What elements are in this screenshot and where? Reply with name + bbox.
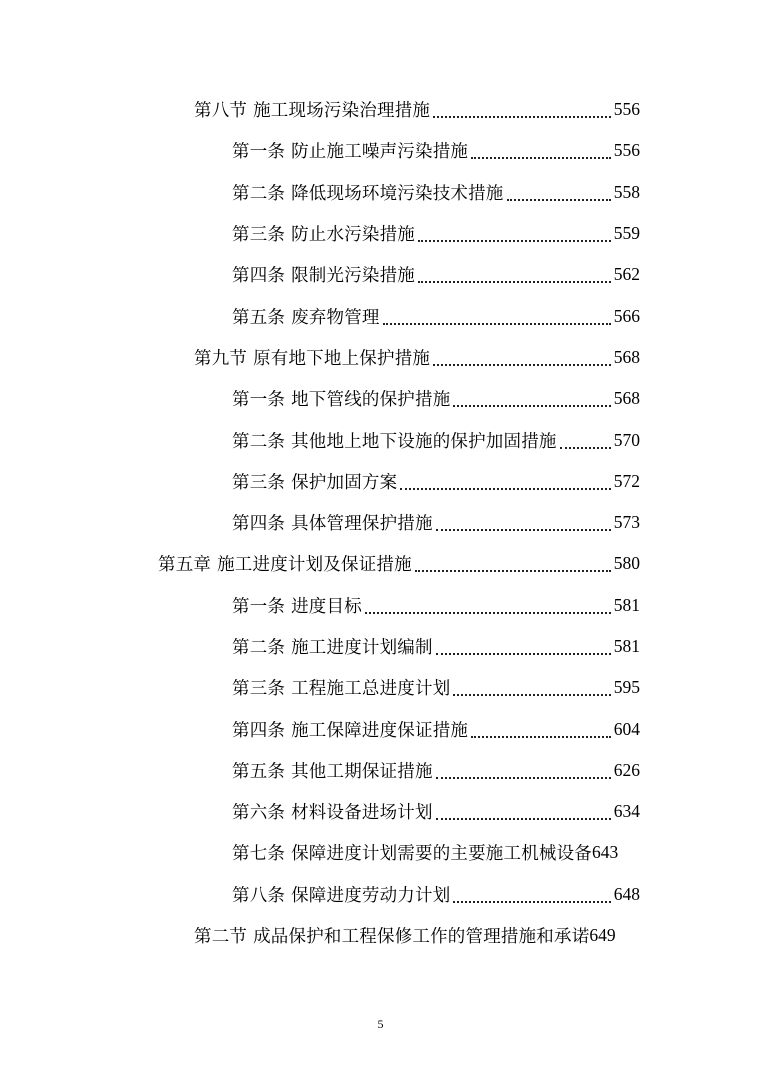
toc-entry-title: 第九节 原有地下地上保护措施 (194, 348, 431, 369)
toc-entry[interactable] (0, 585, 761, 626)
toc-entry-title: 第八条 保障进度劳动力计划 (232, 885, 451, 906)
toc-entry-title: 第五章 施工进度计划及保证措施 (158, 555, 412, 576)
toc-entry[interactable] (0, 791, 761, 832)
toc-entry[interactable] (0, 915, 761, 956)
toc-entry[interactable] (0, 213, 761, 254)
toc-entry-page: 556 (613, 140, 640, 161)
toc-entry-page: 604 (613, 718, 640, 739)
toc-entry-title: 第一条 进度目标 (232, 596, 362, 617)
toc-entry-page: 566 (613, 305, 640, 326)
toc-entry-page: 581 (613, 594, 640, 615)
toc-leader-dots (433, 363, 611, 366)
table-of-contents (0, 89, 761, 956)
toc-entry-page: 568 (613, 346, 640, 367)
toc-entry[interactable] (0, 89, 761, 130)
toc-entry[interactable] (0, 832, 761, 873)
toc-entry-page: 580 (613, 553, 640, 574)
toc-leader-dots (436, 817, 611, 820)
toc-entry[interactable] (0, 667, 761, 708)
toc-entry-page: 573 (613, 512, 640, 533)
toc-entry-page: 559 (613, 223, 640, 244)
toc-entry-title: 第一条 防止施工噪声污染措施 (232, 142, 469, 163)
toc-entry[interactable] (0, 130, 761, 171)
toc-entry-title: 第三条 工程施工总进度计划 (232, 679, 451, 700)
toc-entry-title: 第三条 防止水污染措施 (232, 225, 416, 246)
toc-entry-title: 第六条 材料设备进场计划 (232, 803, 433, 824)
toc-entry[interactable] (0, 172, 761, 213)
toc-leader-dots (383, 322, 611, 325)
toc-leader-dots (400, 487, 610, 490)
toc-leader-dots (560, 446, 611, 449)
toc-leader-dots (418, 280, 611, 283)
toc-leader-dots (365, 611, 611, 614)
toc-entry[interactable] (0, 378, 761, 419)
toc-leader-dots (436, 528, 611, 531)
toc-entry-title: 第四条 限制光污染措施 (232, 266, 416, 287)
toc-leader-dots (436, 776, 611, 779)
toc-entry-title: 第四条 施工保障进度保证措施 (232, 720, 469, 741)
toc-entry[interactable] (0, 750, 761, 791)
toc-leader-dots (418, 239, 611, 242)
toc-entry-title: 第五条 废弃物管理 (232, 307, 380, 328)
page-number: 5 (377, 1017, 384, 1031)
toc-entry-title: 第二条 降低现场环境污染技术措施 (232, 183, 504, 204)
toc-entry-title: 第三条 保护加固方案 (232, 472, 398, 493)
toc-entry-page: 648 (613, 883, 640, 904)
toc-entry-page: 643 (592, 842, 619, 863)
toc-leader-dots (433, 115, 611, 118)
toc-leader-dots (453, 900, 610, 903)
toc-entry[interactable] (0, 874, 761, 915)
toc-entry-title: 第七条 保障进度计划需要的主要施工机械设备 (232, 844, 593, 865)
toc-entry-page: 572 (613, 470, 640, 491)
toc-entry-title: 第四条 具体管理保护措施 (232, 514, 433, 535)
toc-entry-page: 581 (613, 636, 640, 656)
toc-leader-dots (453, 404, 610, 407)
toc-entry[interactable] (0, 502, 761, 543)
toc-entry-page: 570 (613, 429, 640, 450)
toc-entry[interactable] (0, 708, 761, 749)
toc-entry[interactable] (0, 295, 761, 336)
toc-entry-page: 558 (613, 181, 640, 202)
toc-leader-dots (436, 652, 611, 655)
toc-entry-page: 556 (613, 99, 640, 120)
toc-leader-dots (471, 735, 611, 738)
toc-leader-dots (453, 693, 610, 696)
toc-entry[interactable] (0, 419, 761, 460)
toc-entry-title: 第一条 地下管线的保护措施 (232, 390, 451, 411)
toc-entry-page: 568 (613, 388, 640, 409)
toc-entry-page: 562 (613, 264, 640, 285)
toc-entry-title: 第五条 其他工期保证措施 (232, 761, 433, 782)
toc-entry-title: 第二节 成品保护和工程保修工作的管理措施和承诺 (194, 927, 590, 948)
toc-entry[interactable] (0, 543, 761, 584)
toc-entry-page: 595 (613, 677, 640, 698)
toc-leader-dots (507, 198, 611, 201)
toc-entry-page: 634 (613, 801, 640, 822)
toc-leader-dots (471, 156, 611, 159)
toc-leader-dots (415, 569, 611, 572)
toc-entry-title: 第二条 施工进度计划编制 (232, 638, 433, 658)
toc-entry[interactable] (0, 626, 761, 667)
toc-entry-page: 626 (613, 759, 640, 780)
toc-entry[interactable] (0, 461, 761, 502)
toc-entry[interactable] (0, 337, 761, 378)
toc-entry[interactable] (0, 254, 761, 295)
toc-entry-page: 649 (589, 925, 616, 946)
toc-entry-title: 第二条 其他地上地下设施的保护加固措施 (232, 431, 557, 452)
toc-entry-title: 第八节 施工现场污染治理措施 (194, 101, 431, 122)
